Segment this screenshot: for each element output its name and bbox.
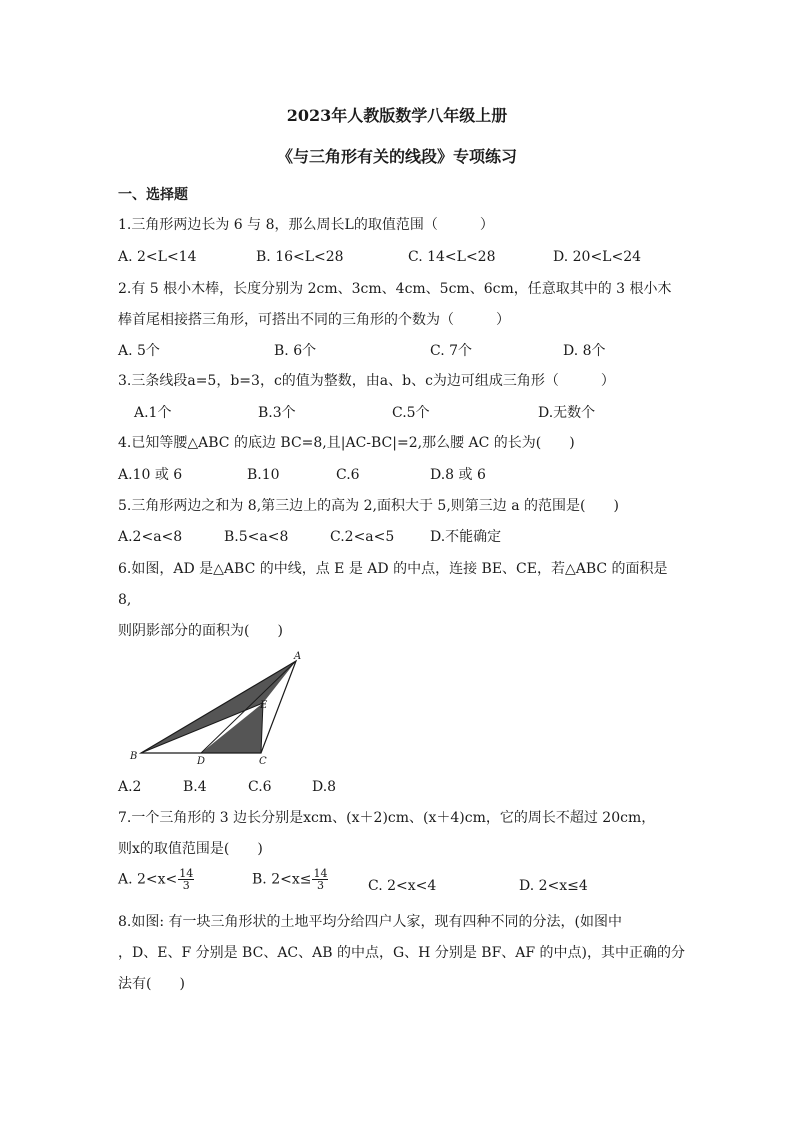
question-7-stem-line2: 则x的取值范围是( ) [118, 841, 263, 857]
q5-option-b: B.5<a<8 [224, 529, 289, 545]
question-2-stem-line2: 棒首尾相接搭三角形，可搭出不同的三角形的个数为（ ） [118, 312, 510, 328]
q1-option-b: B. 16<L<28 [256, 249, 344, 265]
q2-option-d: D. 8个 [563, 343, 606, 359]
label-b: B [130, 751, 138, 762]
question-5-stem: 5.三角形两边之和为 8,第三边上的高为 2,面积大于 5,则第三边 a 的范围是( ) [118, 498, 619, 514]
question-8-stem-line2: ，D、E、F 分别是 BC、AC、AB 的中点，G、H 分别是 BF、AF 的中点)，其中正确的分 [118, 945, 686, 961]
q6-option-a: A.2 [118, 779, 142, 795]
q1-option-d: D. 20<L<24 [553, 249, 642, 265]
q4-option-c: C.6 [336, 467, 360, 483]
label-a: A [294, 651, 302, 662]
q2-option-b: B. 6个 [274, 343, 317, 359]
q2-option-a: A. 5个 [118, 343, 160, 359]
q6-option-b: B.4 [183, 779, 207, 795]
question-1-stem: 1.三角形两边长为 6 与 8，那么周长L的取值范围（ ） [118, 217, 494, 233]
q7-option-a-prefix: A. 2<x< [118, 871, 178, 888]
q6-option-d: D.8 [312, 779, 337, 795]
q7-option-c: C. 2<x<4 [368, 878, 437, 894]
q3-option-d: D.无数个 [538, 405, 596, 421]
question-6-stem-line1: 6.如图，AD 是△ABC 的中线，点 E 是 AD 的中点，连接 BE、CE，若△ABC 的面积是 [118, 561, 668, 577]
label-c: C [259, 756, 267, 767]
q7-option-d: D. 2<x≤4 [519, 878, 588, 894]
q7-option-a [118, 868, 195, 891]
label-d: D [197, 756, 206, 767]
q4-option-d: D.8 或 6 [430, 467, 486, 483]
q1-option-a: A. 2<L<14 [118, 249, 197, 265]
q7-option-b-prefix: B. 2<x≤ [252, 871, 312, 888]
label-e: E [260, 700, 268, 711]
question-8-stem-line1: 8.如图: 有一块三角形状的土地平均分给四户人家，现有四种不同的分法，(如图中 [118, 914, 622, 930]
q4-option-a: A.10 或 6 [118, 467, 183, 483]
question-6-stem-line2: 8, [118, 592, 132, 608]
fraction-14-3: $\frac{14}{3}$ [179, 867, 194, 892]
q3-option-c: C.5个 [392, 405, 430, 421]
q3-option-a: A.1个 [134, 405, 172, 421]
triangle-figure [126, 650, 316, 770]
doc-title-line1: 2023年人教版数学八年级上册 [286, 106, 508, 125]
question-2-stem-line1: 2.有 5 根小木棒，长度分别为 2cm、3cm、4cm、5cm、6cm，任意取其中的 3 根小木 [118, 281, 672, 297]
q3-option-b: B.3个 [258, 405, 296, 421]
question-3-stem: 3.三条线段a=5，b=3，c的值为整数，由a、b、c为边可组成三角形（ ） [118, 373, 615, 389]
question-4-stem: 4.已知等腰△ABC 的底边 BC=8,且|AC-BC|=2,那么腰 AC 的长为( ) [118, 435, 575, 451]
fraction-14-3: $\frac{14}{3}$ [313, 867, 328, 892]
q4-option-b: B.10 [247, 467, 280, 483]
question-7-stem-line1: 7.一个三角形的 3 边长分别是xcm、(x＋2)cm、(x＋4)cm，它的周长不超过 20cm， [118, 810, 656, 826]
q5-option-c: C.2<a<5 [330, 529, 395, 545]
q7-option-b [252, 868, 329, 891]
q6-option-c: C.6 [248, 779, 272, 795]
q1-option-c: C. 14<L<28 [408, 249, 496, 265]
section-heading: 一、选择题 [118, 187, 188, 203]
q5-option-d: D.不能确定 [430, 529, 502, 545]
q5-option-a: A.2<a<8 [118, 529, 183, 545]
doc-title-line2: 《与三角形有关的线段》专项练习 [276, 147, 517, 166]
question-8-stem-line3: 法有( ) [118, 976, 185, 992]
q2-option-c: C. 7个 [430, 343, 473, 359]
question-6-stem-line3: 则阴影部分的面积为( ) [118, 623, 283, 639]
